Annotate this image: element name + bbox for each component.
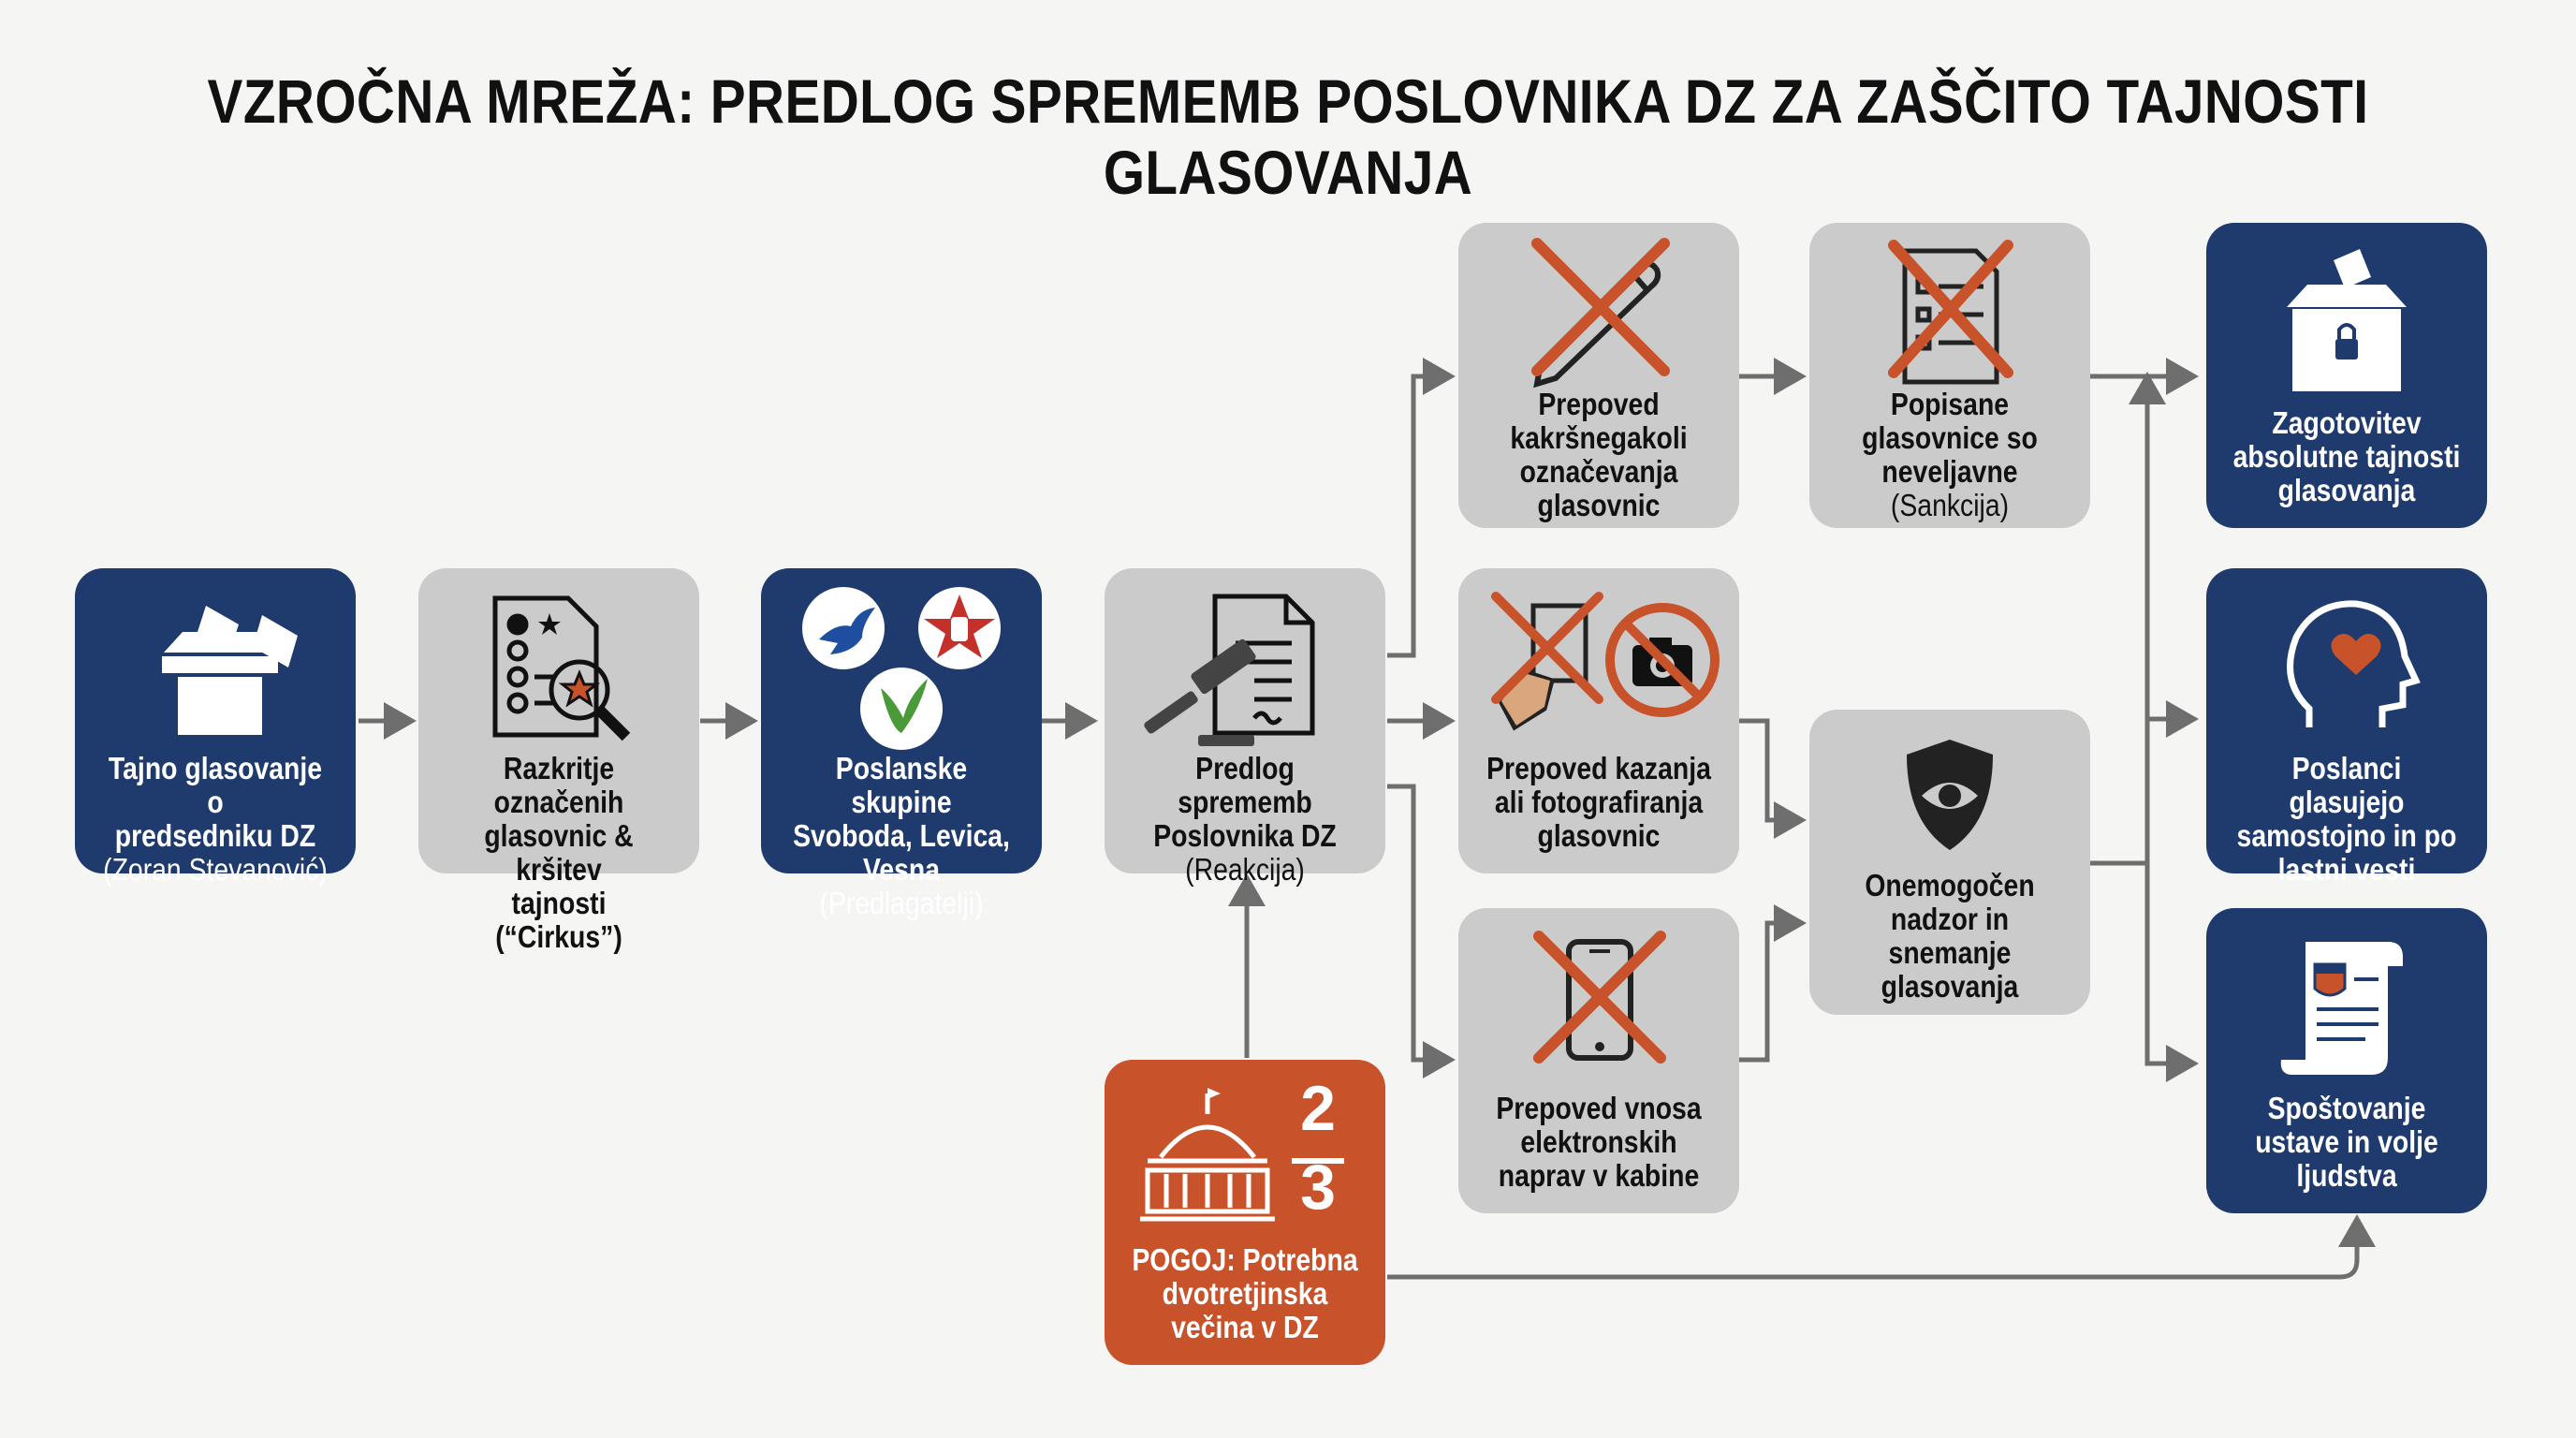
crossed-phone-icon <box>1458 908 1739 1095</box>
ballot-box-icon <box>75 568 356 756</box>
crossed-document-icon <box>1809 223 2090 410</box>
node-condition: 2 3 POGOJ: Potrebna dvotretjinska večina v DZ <box>1105 1060 1385 1365</box>
node-proposal: Predlog sprememb Poslovnika DZ (Reakcija) <box>1105 568 1385 873</box>
crossed-photo-icon <box>1458 568 1739 756</box>
head-heart-icon <box>2206 568 2487 756</box>
node-ban-photo: Prepoved kazanja ali fotografiranja glasovnic <box>1458 568 1739 873</box>
node-no-control: Onemogočen nadzor in snemanje glasovanja <box>1809 710 2090 1015</box>
arrow-condition-to-constitution <box>1387 1219 2357 1277</box>
locked-ballot-box-icon <box>2206 223 2487 410</box>
gavel-document-icon <box>1105 568 1385 756</box>
node-ban-devices: Prepoved vnosa elektronskih naprav v kabine <box>1458 908 1739 1213</box>
node-outcome-secrecy: Zagotovitev absolutne tajnosti glasovanja <box>2206 223 2487 528</box>
node-outcome-conscience: Poslanci glasujejo samostojno in po lastni vesti <box>2206 568 2487 873</box>
node-ban-marking: Prepoved kakršnegakoli označevanja glasovnic <box>1458 223 1739 528</box>
arrow-photo-to-nocontrol <box>1739 721 1802 820</box>
node-party-groups: Poslanske skupine Svoboda, Levica, Vesna (Predlagatelji) <box>761 568 1042 873</box>
two-thirds-fraction: 2 3 <box>1300 1073 1336 1223</box>
node-secret-vote: Tajno glasovanje o predsedniku DZ (Zoran Stevanović) <box>75 568 356 873</box>
node-invalid-ballots: Popisane glasovnice so neveljavne (Sankcija) <box>1809 223 2090 528</box>
arrow-nocontrol-to-outcomes <box>2090 376 2147 863</box>
node-outcome-constitution: Spoštovanje ustave in volje ljudstva <box>2206 908 2487 1213</box>
arrow-devices-to-nocontrol <box>1739 923 1802 1060</box>
crossed-pen-icon <box>1458 223 1739 410</box>
party-logos-icon <box>761 568 1042 756</box>
constitution-scroll-icon <box>2206 908 2487 1095</box>
marked-ballot-magnifier-icon <box>418 568 699 756</box>
arrow-proposal-to-marking <box>1387 376 1451 655</box>
node-revelation: Razkritje označenih glasovnic & kršitev tajnosti (“Cirkus”) <box>418 568 699 873</box>
arrow-proposal-to-devices <box>1387 786 1451 1060</box>
page-title: VZROČNA MREŽA: PREDLOG SPREMEMB POSLOVNIKA DZ ZA ZAŠČITO TAJNOSTI GLASOVANJA <box>207 66 2369 207</box>
